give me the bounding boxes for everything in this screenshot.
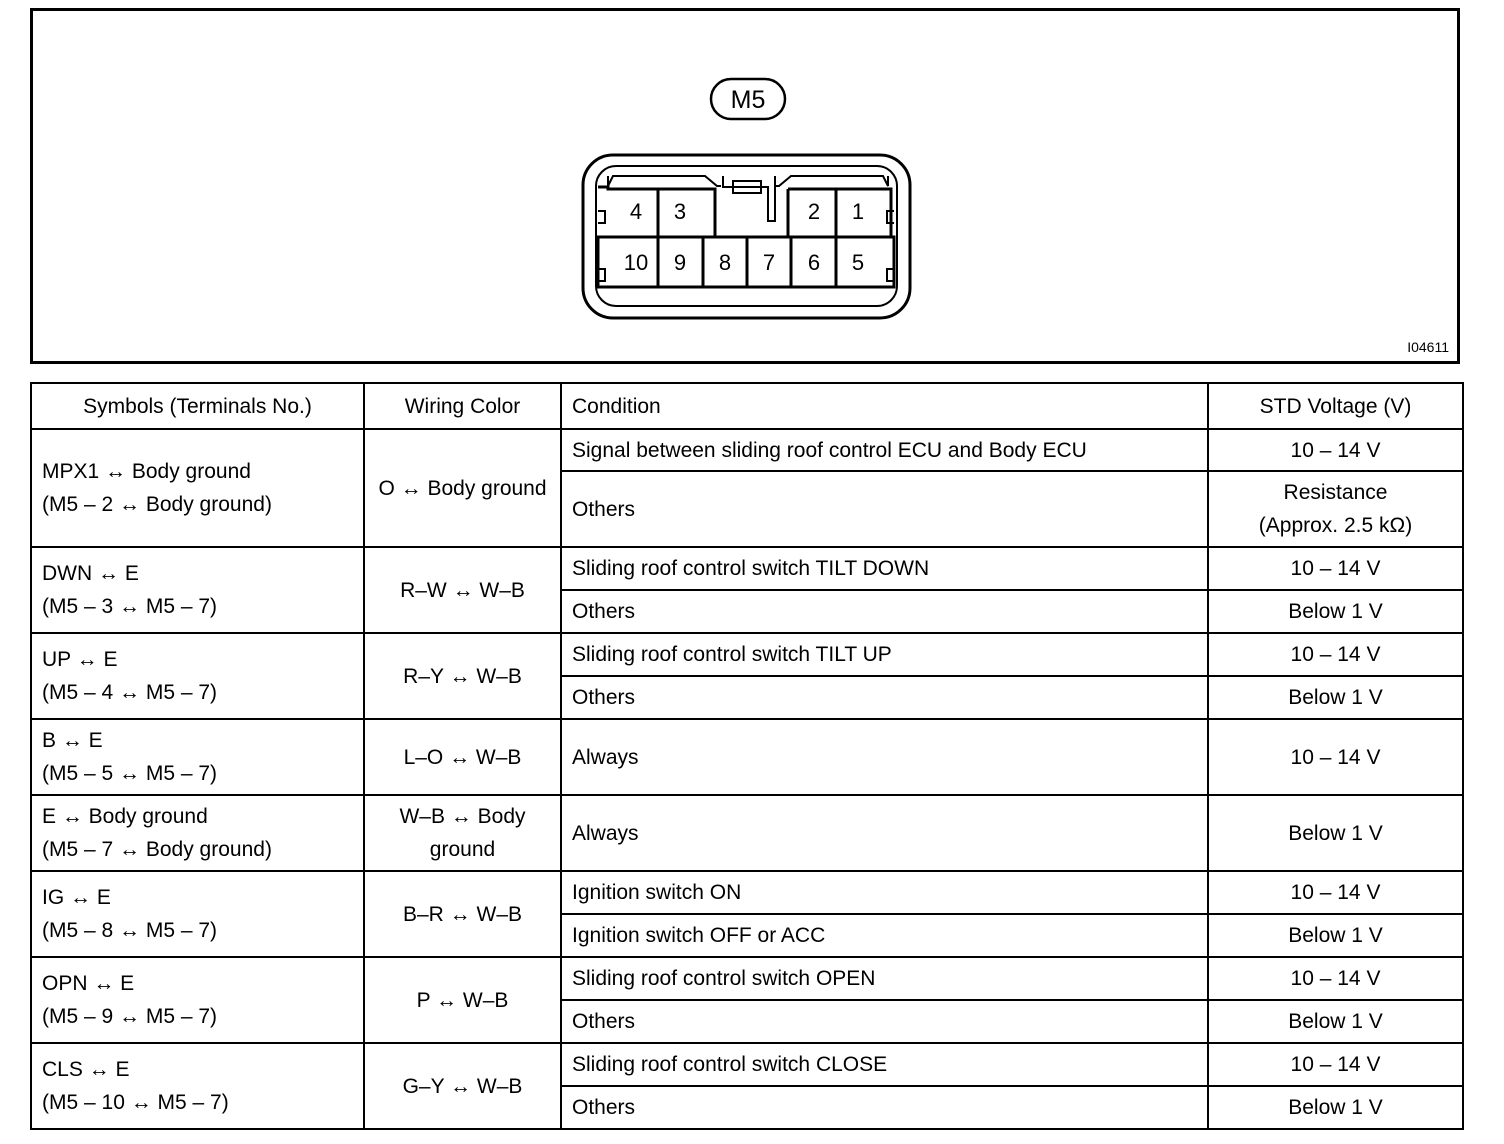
symbol-text: UP ↔ E <box>42 648 118 671</box>
terminal-text: (M5 – 5 ↔ M5 – 7) <box>42 762 218 785</box>
header-condition: Condition <box>561 383 1208 429</box>
voltage-text: (Approx. 2.5 kΩ) <box>1258 514 1413 537</box>
terminal-voltage-table <box>30 382 1464 1130</box>
table-row <box>31 1043 1463 1086</box>
wiring-color-cell: R–Y ↔ W–B <box>364 633 561 719</box>
table-row <box>31 547 1463 590</box>
header-std-voltage: STD Voltage (V) <box>1208 383 1463 429</box>
condition-cell: Sliding roof control switch CLOSE <box>561 1043 1208 1086</box>
symbol-cell <box>31 633 364 719</box>
symbol-cell <box>31 871 364 957</box>
wiring-color-cell: P ↔ W–B <box>364 957 561 1043</box>
condition-cell: Sliding roof control switch TILT UP <box>561 633 1208 676</box>
condition-cell: Always <box>561 795 1208 871</box>
table-row <box>31 429 1463 471</box>
symbol-cell <box>31 547 364 633</box>
figure-code: I04611 <box>1407 339 1449 355</box>
voltage-cell: Below 1 V <box>1208 795 1463 871</box>
voltage-cell: 10 – 14 V <box>1208 547 1463 590</box>
terminal-text: (M5 – 2 ↔ Body ground) <box>42 493 272 516</box>
terminal-number: 1 <box>851 199 865 224</box>
condition-cell: Sliding roof control switch OPEN <box>561 957 1208 1000</box>
wiring-text: W–B ↔ Body <box>399 805 526 828</box>
wiring-color-cell <box>364 795 561 871</box>
table-header-row <box>31 383 1463 429</box>
table-row <box>31 633 1463 676</box>
voltage-cell: Below 1 V <box>1208 1000 1463 1043</box>
symbol-cell <box>31 719 364 795</box>
terminal-text: (M5 – 8 ↔ M5 – 7) <box>42 919 218 942</box>
condition-cell: Others <box>561 1086 1208 1129</box>
symbol-cell <box>31 795 364 871</box>
header-wiring-color: Wiring Color <box>364 383 561 429</box>
symbol-text: IG ↔ E <box>42 886 111 909</box>
table-row <box>31 795 1463 871</box>
terminal-number: 9 <box>673 250 687 275</box>
condition-cell: Others <box>561 590 1208 633</box>
terminal-number: 5 <box>851 250 865 275</box>
symbol-cell <box>31 1043 364 1129</box>
symbol-text: CLS ↔ E <box>42 1058 130 1081</box>
voltage-cell: 10 – 14 V <box>1208 429 1463 471</box>
terminal-block-top-right <box>788 189 891 237</box>
terminal-text: (M5 – 7 ↔ Body ground) <box>42 838 272 861</box>
symbol-cell <box>31 429 364 547</box>
symbol-cell <box>31 957 364 1043</box>
voltage-text: Resistance <box>1283 481 1388 504</box>
condition-cell: Others <box>561 1000 1208 1043</box>
terminal-number: 6 <box>807 250 821 275</box>
wiring-color-cell: B–R ↔ W–B <box>364 871 561 957</box>
symbol-text: MPX1 ↔ Body ground <box>42 460 251 483</box>
condition-cell: Always <box>561 719 1208 795</box>
table-row <box>31 871 1463 914</box>
voltage-cell: 10 – 14 V <box>1208 871 1463 914</box>
condition-cell: Signal between sliding roof control ECU and Body ECU <box>561 429 1208 471</box>
condition-cell: Sliding roof control switch TILT DOWN <box>561 547 1208 590</box>
condition-cell: Ignition switch OFF or ACC <box>561 914 1208 957</box>
voltage-cell: Below 1 V <box>1208 914 1463 957</box>
terminal-number: 2 <box>807 199 821 224</box>
terminal-number: 3 <box>673 199 687 224</box>
terminal-number: 7 <box>762 250 776 275</box>
connector-illustration <box>33 11 1457 361</box>
condition-cell: Others <box>561 676 1208 719</box>
table-row <box>31 957 1463 1000</box>
terminal-number: 8 <box>718 250 732 275</box>
symbol-text: DWN ↔ E <box>42 562 139 585</box>
connector-diagram <box>30 8 1460 364</box>
voltage-cell: 10 – 14 V <box>1208 719 1463 795</box>
wiring-color-cell: R–W ↔ W–B <box>364 547 561 633</box>
terminal-number: 4 <box>629 199 643 224</box>
condition-cell: Ignition switch ON <box>561 871 1208 914</box>
voltage-cell: 10 – 14 V <box>1208 633 1463 676</box>
wiring-color-cell: G–Y ↔ W–B <box>364 1043 561 1129</box>
wiring-text: ground <box>429 838 496 861</box>
voltage-cell <box>1208 471 1463 547</box>
connector-label: M5 <box>730 86 766 114</box>
terminal-text: (M5 – 4 ↔ M5 – 7) <box>42 681 218 704</box>
voltage-cell: 10 – 14 V <box>1208 957 1463 1000</box>
wiring-color-cell: O ↔ Body ground <box>364 429 561 547</box>
lock-latch-icon <box>723 176 775 221</box>
symbol-text: E ↔ Body ground <box>42 805 208 828</box>
wiring-color-cell: L–O ↔ W–B <box>364 719 561 795</box>
symbol-text: B ↔ E <box>42 729 103 752</box>
voltage-cell: Below 1 V <box>1208 590 1463 633</box>
voltage-cell: 10 – 14 V <box>1208 1043 1463 1086</box>
voltage-cell: Below 1 V <box>1208 1086 1463 1129</box>
condition-cell: Others <box>561 471 1208 547</box>
connector-ridge-left <box>608 176 721 186</box>
terminal-text: (M5 – 9 ↔ M5 – 7) <box>42 1005 218 1028</box>
connector-ridge-right <box>775 176 888 186</box>
terminal-number: 10 <box>623 250 649 275</box>
terminal-text: (M5 – 10 ↔ M5 – 7) <box>42 1091 229 1114</box>
voltage-cell: Below 1 V <box>1208 676 1463 719</box>
symbol-text: OPN ↔ E <box>42 972 135 995</box>
table-row <box>31 719 1463 795</box>
terminal-text: (M5 – 3 ↔ M5 – 7) <box>42 595 218 618</box>
header-symbols: Symbols (Terminals No.) <box>31 383 364 429</box>
